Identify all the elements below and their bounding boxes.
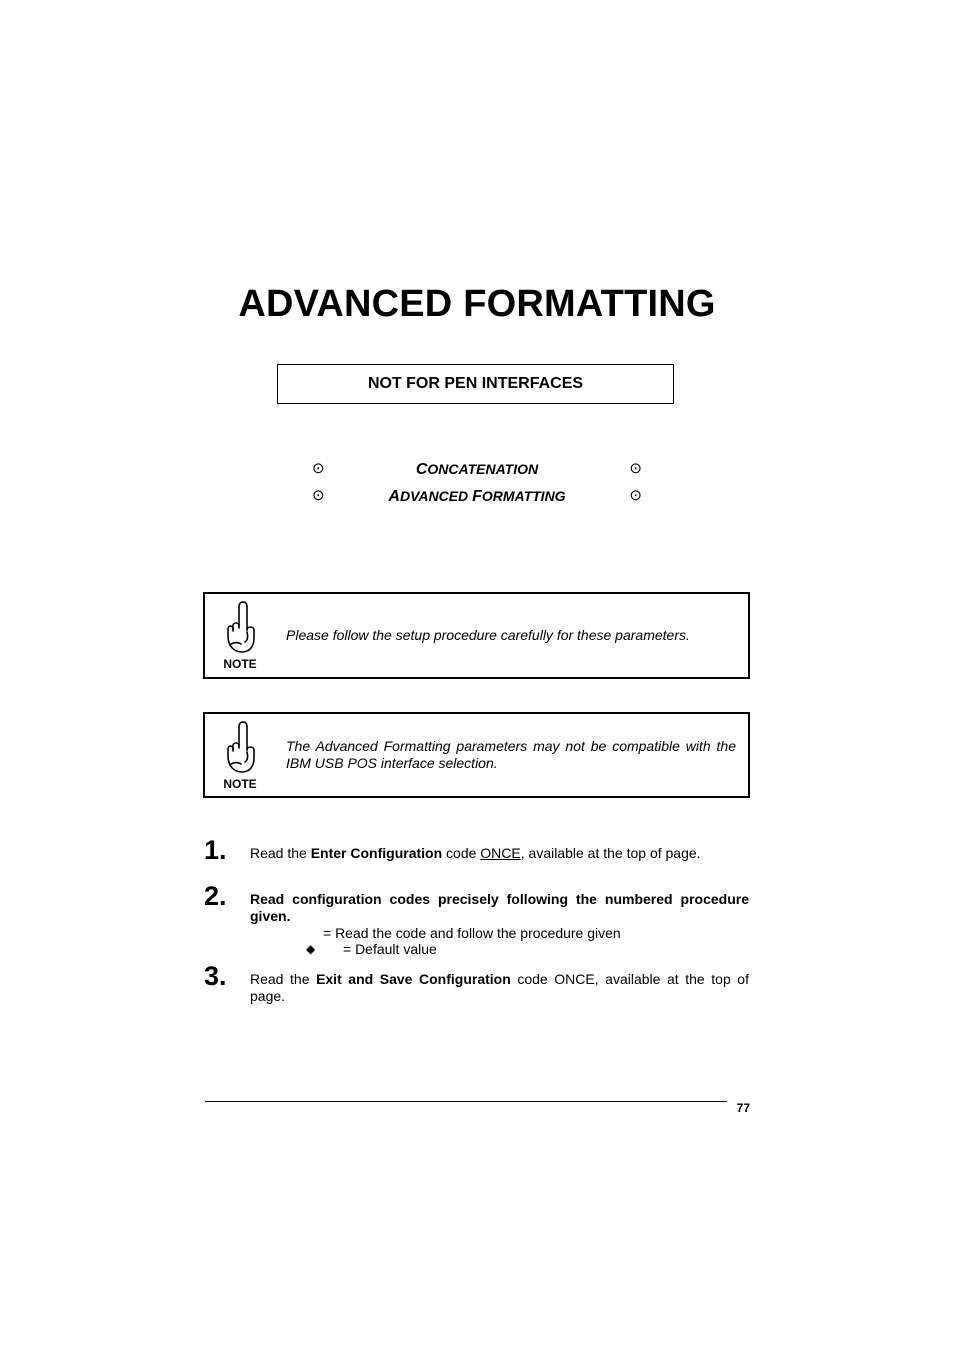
note-box (203, 712, 750, 798)
note-box (203, 592, 750, 679)
banner-text: NOT FOR PEN INTERFACES (367, 375, 584, 392)
step-number: 1. (204, 835, 227, 865)
step-2-text: Read configuration codes precisely following the numbered procedure given. (250, 891, 749, 924)
step-3-text: Read the Exit and Save Configuration code ONCE, available at the top of page. (250, 971, 749, 1004)
bullet-icon: ⊙ (629, 460, 642, 477)
diamond-icon: ◆ (306, 942, 316, 956)
note-text: Please follow the setup procedure carefully for these parameters. (286, 627, 690, 643)
legend-procedure: = Read the code and follow the procedure given (323, 925, 621, 941)
note-text: The Advanced Formatting parameters may not be compatible with the IBM USB POS interface selection. (286, 738, 736, 771)
legend-default: = Default value (343, 941, 437, 957)
bullet-icon: ⊙ (629, 487, 642, 504)
footer-divider (205, 1101, 727, 1102)
note-label: NOTE (223, 657, 257, 671)
step-1-text: Read the Enter Configuration code ONCE, available at the top of page. (250, 845, 701, 861)
step-number: 3. (204, 961, 227, 991)
pointing-hand-icon (223, 598, 257, 656)
toc-label: ADVANCED FORMATTING (388, 488, 566, 505)
page-number: 77 (736, 1101, 750, 1115)
toc-item-concatenation[interactable] (312, 459, 642, 479)
note-label: NOTE (223, 777, 257, 791)
page-title: ADVANCED FORMATTING (238, 283, 716, 325)
bullet-icon: ⊙ (312, 487, 325, 504)
pointing-hand-icon (223, 718, 257, 776)
toc-item-advanced-formatting[interactable] (312, 486, 642, 506)
bullet-icon: ⊙ (312, 460, 325, 477)
toc-label: CONCATENATION (415, 461, 539, 478)
not-for-pen-banner (277, 364, 674, 404)
step-number: 2. (204, 881, 227, 911)
